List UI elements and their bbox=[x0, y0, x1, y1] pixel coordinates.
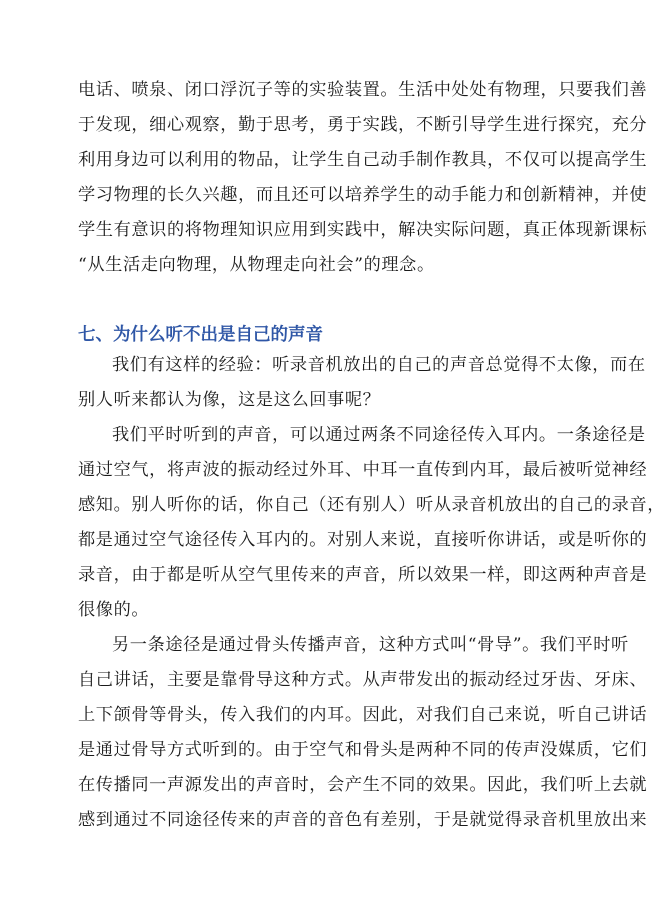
paragraph-line: 上下颌骨等骨头，传入我们的内耳。因此，对我们自己来说，听自己讲话 bbox=[78, 705, 648, 725]
paragraph-line: 录音，由于都是听从空气里传来的声音，所以效果一样，即这两种声音是 bbox=[78, 565, 648, 585]
paragraph-line: 很像的。 bbox=[78, 600, 150, 620]
paragraph-line: 另一条途径是通过骨头传播声音，这种方式叫“骨导”。我们平时听 bbox=[112, 635, 629, 655]
paragraph-line: 感知。别人听你的话，你自己（还有别人）听从录音机放出的自己的录音， bbox=[78, 495, 665, 515]
paragraph-line: 利用身边可以利用的物品，让学生自己动手制作教具，不仅可以提高学生 bbox=[78, 150, 648, 170]
paragraph-line: 电话、喷泉、闭口浮沉子等的实验装置。生活中处处有物理，只要我们善 bbox=[78, 80, 648, 100]
paragraph-line: 我们平时听到的声音，可以通过两条不同途径传入耳内。一条途径是 bbox=[112, 425, 646, 445]
paragraph-line: 别人听来都认为像，这是这么回事呢？ bbox=[78, 390, 381, 410]
section-heading: 七、为什么听不出是自己的声音 bbox=[78, 325, 323, 345]
paragraph-line: 自己讲话，主要是靠骨导这种方式。从声带发出的振动经过牙齿、牙床、 bbox=[78, 670, 648, 690]
paragraph-line: 学习物理的长久兴趣，而且还可以培养学生的动手能力和创新精神，并使 bbox=[78, 185, 648, 205]
paragraph-line: 都是通过空气途径传入耳内的。对别人来说，直接听你讲话，或是听你的 bbox=[78, 530, 648, 550]
paragraph-line: 我们有这样的经验：听录音机放出的自己的声音总觉得不太像，而在 bbox=[112, 355, 646, 375]
paragraph-line: 通过空气，将声波的振动经过外耳、中耳一直传到内耳，最后被听觉神经 bbox=[78, 460, 648, 480]
paragraph-line: “从生活走向物理，从物理走向社会”的理念。 bbox=[78, 255, 435, 275]
paragraph-line: 是通过骨导方式听到的。由于空气和骨头是两种不同的传声没媒质，它们 bbox=[78, 740, 648, 760]
paragraph-line: 学生有意识的将物理知识应用到实践中，解决实际问题，真正体现新课标 bbox=[78, 220, 648, 240]
paragraph-line: 感到通过不同途径传来的声音的音色有差别，于是就觉得录音机里放出来 bbox=[78, 810, 648, 830]
paragraph-line: 在传播同一声源发出的声音时，会产生不同的效果。因此，我们听上去就 bbox=[78, 775, 648, 795]
paragraph-line: 于发现，细心观察，勤于思考，勇于实践，不断引导学生进行探究，充分 bbox=[78, 115, 648, 135]
